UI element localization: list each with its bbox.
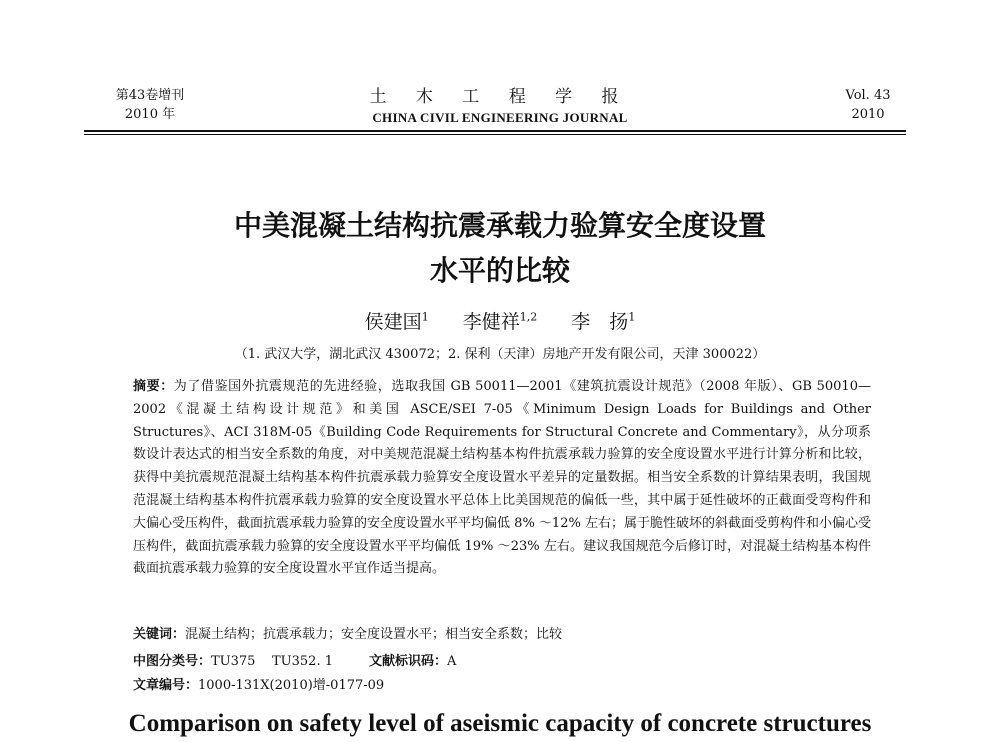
year-en-label: 2010 <box>851 107 885 122</box>
author-affil-mark: 1 <box>628 311 636 324</box>
volume-en-label: Vol. 43 <box>845 88 891 103</box>
journal-name-cn: 土 木 工 程 学 报 <box>369 87 631 107</box>
author-name: 李健祥 <box>462 311 520 334</box>
clc-value-1: TU375 <box>211 654 256 669</box>
doc-code-label: 文献标识码： <box>368 654 447 669</box>
author-name: 侯建国 <box>364 311 422 334</box>
journal-name <box>340 86 660 127</box>
keywords-label: 关键词： <box>133 627 186 642</box>
title-line-2: 水平的比较 <box>429 254 570 287</box>
header-rule-thin <box>84 134 906 135</box>
classification <box>133 652 871 672</box>
clc-value-2: TU352. 1 <box>272 654 333 669</box>
journal-volume-info <box>90 86 210 124</box>
header-rule-thick <box>84 130 906 132</box>
abstract-text: 为了借鉴国外抗震规范的先进经验，选取我国 GB 50011—2001《建筑抗震设计规范》（2008 年版）、GB 50010—2002《混凝土结构设计规范》和美国 ASCE/SEI 7-05《Minimum Design Loads for Buildings and Other Structures》、ACI 318M-05《Building Code Requirements for Structural Concrete and Commentary》，从分项系数设计表达式的相当安全系数的角度，对中美规范混凝土结构基本构件抗震承载力验算的安全度设置水平进行计算分析和比较，获得中美抗震规范混凝土结构基本构件抗震承载力验算安全度设置水平差异的定量数据。相当安全系数的计算结果表明，我国规范混凝土结构基本构件抗震承载力验算的安全度设置水平总体上比美国规范的偏低一些，其中属于延性破坏的正截面受弯构件和大偏心受压构件，截面抗震承载力验算的安全度设置水平平均偏低 8% ～12% 左右；属于脆性破坏的斜截面受剪构件和小偏心受压构件，截面抗震承载力验算的安全度设置水平平均偏低 19% ～23% 左右。建议我国规范今后修订时，对混凝土结构基本构件截面抗震承载力验算的安全度设置水平宜作适当提高。 <box>133 379 871 577</box>
author-affil-mark: 1,2 <box>519 311 538 324</box>
journal-name-en: CHINA CIVIL ENGINEERING JOURNAL <box>372 110 628 125</box>
author-affil-mark: 1 <box>421 311 429 324</box>
abstract <box>133 376 871 581</box>
keywords <box>133 625 871 645</box>
article-number-label: 文章编号： <box>133 678 199 693</box>
doc-code-value: A <box>447 654 457 669</box>
article-number-value: 1000-131X(2010)增-0177-09 <box>198 678 385 693</box>
author-list <box>240 304 760 336</box>
author-name: 李 扬 <box>571 311 629 334</box>
volume-label: 第43卷增刊 <box>115 88 185 103</box>
author <box>463 311 538 333</box>
english-title: Comparison on safety level of aseismic capacity of concrete structures <box>128 710 872 737</box>
author <box>571 311 635 333</box>
year-label: 2010 年 <box>124 107 176 122</box>
affiliations: （1. 武汉大学，湖北武汉 430072；2. 保利（天津）房地产开发有限公司，天津 300022） <box>234 347 766 362</box>
title-line-1: 中美混凝土结构抗震承载力验算安全度设置 <box>233 209 766 242</box>
clc-label: 中图分类号： <box>133 654 212 669</box>
article-number <box>133 676 871 696</box>
keywords-text: 混凝土结构；抗震承载力；安全度设置水平；相当安全系数；比较 <box>185 627 563 642</box>
abstract-label: 摘要： <box>133 379 174 394</box>
author <box>365 311 429 333</box>
paper-title <box>110 203 890 293</box>
journal-volume-en <box>828 86 908 124</box>
